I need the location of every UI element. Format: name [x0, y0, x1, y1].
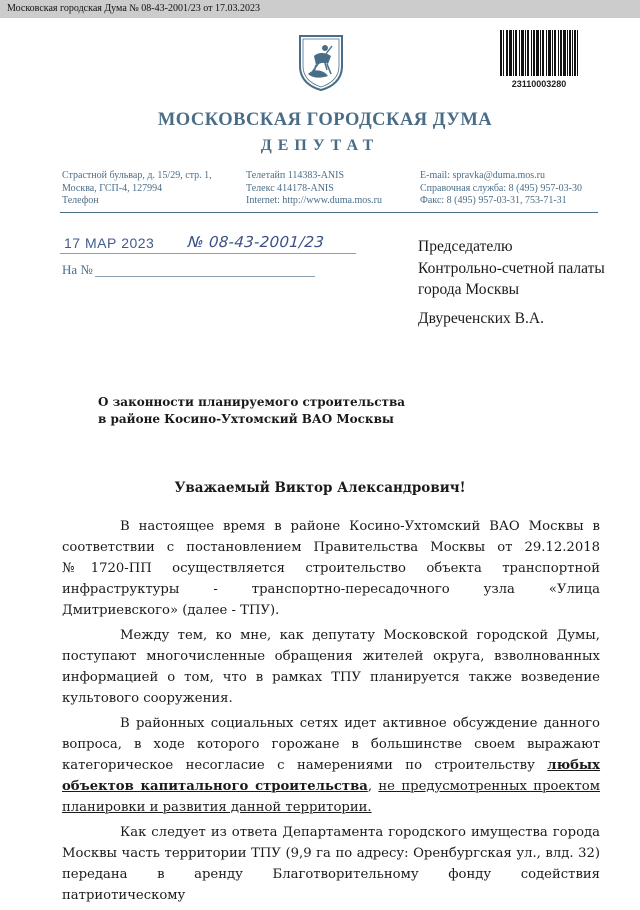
phone-label: Телефон [62, 195, 99, 206]
address-line: Страстной бульвар, д. 15/29, стр. 1, [62, 170, 212, 181]
addressee-block [418, 236, 605, 301]
paragraph-text: В районных социальных сетях идет активное обсуждение данного вопроса, в ходе которого горожане в большинстве своем выражают категорическое несогласие с намерениями по строительству [62, 716, 600, 773]
paragraph [62, 713, 600, 818]
barcode-number: 23110003280 [511, 79, 567, 89]
header-divider [60, 212, 598, 213]
telex: Телекс 414178-ANIS [246, 182, 334, 194]
address-line: Москва, ГСП-4, 127994 [62, 182, 163, 194]
contacts-telecom [246, 170, 382, 208]
moscow-coat-of-arms-icon [294, 32, 348, 92]
reply-to-label: На № [62, 262, 93, 277]
subject-line: в районе Косино-Ухтомский ВАО Москвы [98, 411, 394, 426]
letter-subject [98, 394, 405, 427]
website: Internet: http://www.duma.mos.ru [246, 195, 382, 206]
paragraph-text: , [367, 779, 379, 794]
email: E-mail: spravka@duma.mos.ru [420, 170, 546, 181]
subject-line: О законности планируемого строительства [98, 395, 406, 409]
handwritten-reg-number: № 08-43-2001/23 [187, 233, 325, 251]
underlined-text: не предусмотренных проектом планировки и развития данной территории. [62, 779, 600, 815]
addressee-line: Председателю [418, 238, 513, 255]
paragraph: В настоящее время в районе Косино-Ухтомский ВАО Москвы в соответствии с постановлением Правительства Москвы от 29.12.2018 №1720-ПП осуществляется строительство объекта транспортной инфраструктуры - транспортно-пересадочного узла «Улица Дмитриевского» (далее - ТПУ). [62, 519, 600, 618]
department-title: ДЕПУТАТ [260, 137, 380, 154]
emphasized-text: любых объектов капитального строительства [62, 758, 600, 794]
letter-body [62, 516, 600, 910]
fax: Факс: 8 (495) 957-03-31, 753-71-31 [420, 195, 567, 206]
paragraph: Как следует из ответа Департамента городского имущества города Москвы часть территории ТПУ (9,9 га по адресу: Оренбургская ул., влд. 32) передана в аренду Благотворительному фонду содействия патриотическому [62, 825, 600, 903]
addressee-name: Двуреченских В.А. [418, 310, 544, 327]
addressee-line: города Москвы [418, 281, 520, 298]
date-number-line [60, 253, 356, 254]
organization-name: МОСКОВСКАЯ ГОРОДСКАЯ ДУМА [157, 110, 493, 130]
addressee-line: Контрольно-счетной палаты [418, 259, 605, 277]
contacts-address [62, 170, 212, 208]
contacts-email-phone [420, 170, 582, 208]
document-header-bar: Московская городская Дума № 08-43-2001/23 от 17.03.2023 [0, 0, 640, 18]
teletype: Телетайп 114383-ANIS [246, 170, 345, 181]
reply-to-line [95, 276, 315, 277]
barcode-icon [500, 30, 578, 76]
paragraph: Между тем, ко мне, как депутату Московской городской Думы, поступают многочисленные обращения жителей округа, взволнованных информацией о том, что в рамках ТПУ планируется также возведение культового сооружения. [62, 628, 600, 706]
salutation: Уважаемый Виктор Александрович! [174, 480, 466, 496]
date-stamp: 17 МАР 2023 [64, 235, 155, 251]
help-service: Справочная служба: 8 (495) 957-03-30 [420, 182, 582, 194]
